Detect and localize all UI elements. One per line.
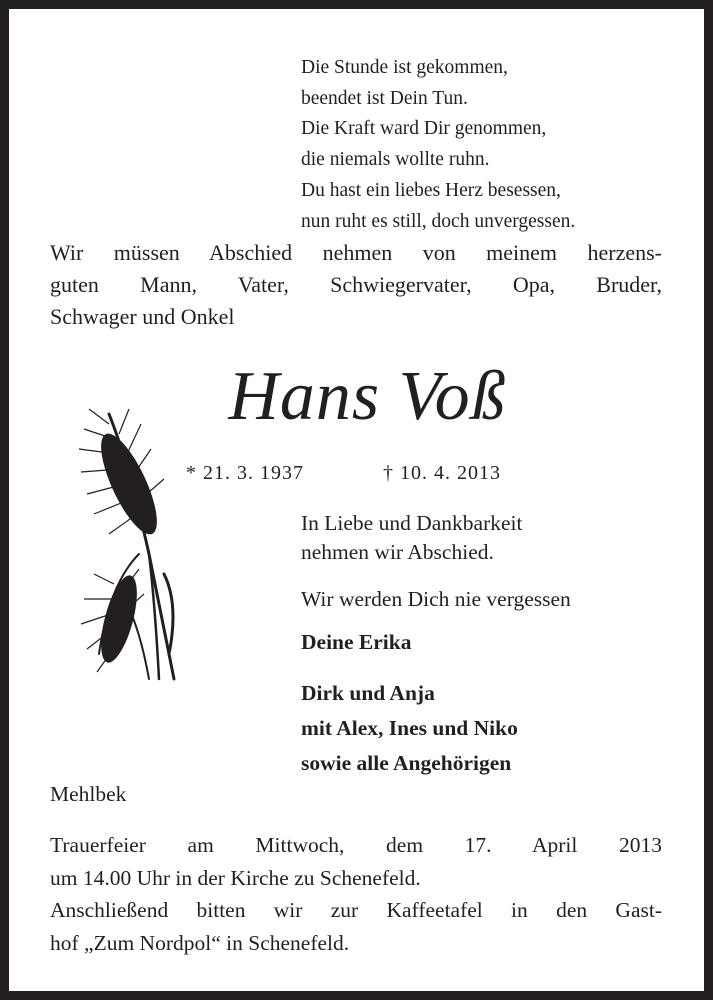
poem-line: die niemals wollte ruhn. (301, 149, 490, 171)
farewell-line: nehmen wir Abschied. (301, 540, 494, 564)
funeral-service-info (50, 829, 662, 959)
service-line: um 14.00 Uhr in der Kirche zu Schenefeld. (50, 865, 421, 890)
poem-line: Die Kraft ward Dir genommen, (301, 118, 547, 140)
farewell-line: In Liebe und Dankbarkeit (301, 511, 523, 535)
intro-line: Wir müssen Abschied nehmen von meinem herzens- (50, 240, 662, 265)
farewell-text (301, 509, 523, 567)
poem-line: beendet ist Dein Tun. (301, 87, 468, 109)
mourner-wife: Deine Erika (301, 630, 412, 654)
poem-line: Die Stunde ist gekommen, (301, 57, 508, 78)
poem (301, 53, 575, 237)
service-line: Anschließend bitten wir zur Kaffeetafel in den Gast- (50, 898, 662, 922)
service-line: hof „Zum Nordpol“ in Schenefeld. (50, 930, 350, 955)
mourner-line: Dirk und Anja (301, 681, 435, 705)
mourner-relatives: sowie alle Angehörigen (301, 751, 512, 775)
poem-line: nun ruht es still, doch unvergessen. (301, 210, 576, 232)
intro-line: Schwager und Onkel (50, 304, 235, 329)
never-forget-text: Wir werden Dich nie vergessen (301, 587, 571, 611)
service-line: Trauerfeier am Mittwoch, dem 17. April 2013 (50, 833, 662, 857)
mourner-family (301, 676, 518, 746)
place-name: Mehlbek (50, 782, 127, 806)
intro-line: guten Mann, Vater, Schwiegervater, Opa, Bruder, (50, 272, 662, 297)
death-date: † 10. 4. 2013 (383, 462, 501, 484)
intro-text (50, 237, 662, 333)
wheat-illustration-icon (69, 404, 189, 694)
poem-line: Du hast ein liebes Herz besessen, (301, 179, 561, 201)
deceased-name: Hans Voß (228, 358, 507, 435)
birth-date: * 21. 3. 1937 (186, 462, 304, 484)
mourner-line: mit Alex, Ines und Niko (301, 716, 518, 740)
